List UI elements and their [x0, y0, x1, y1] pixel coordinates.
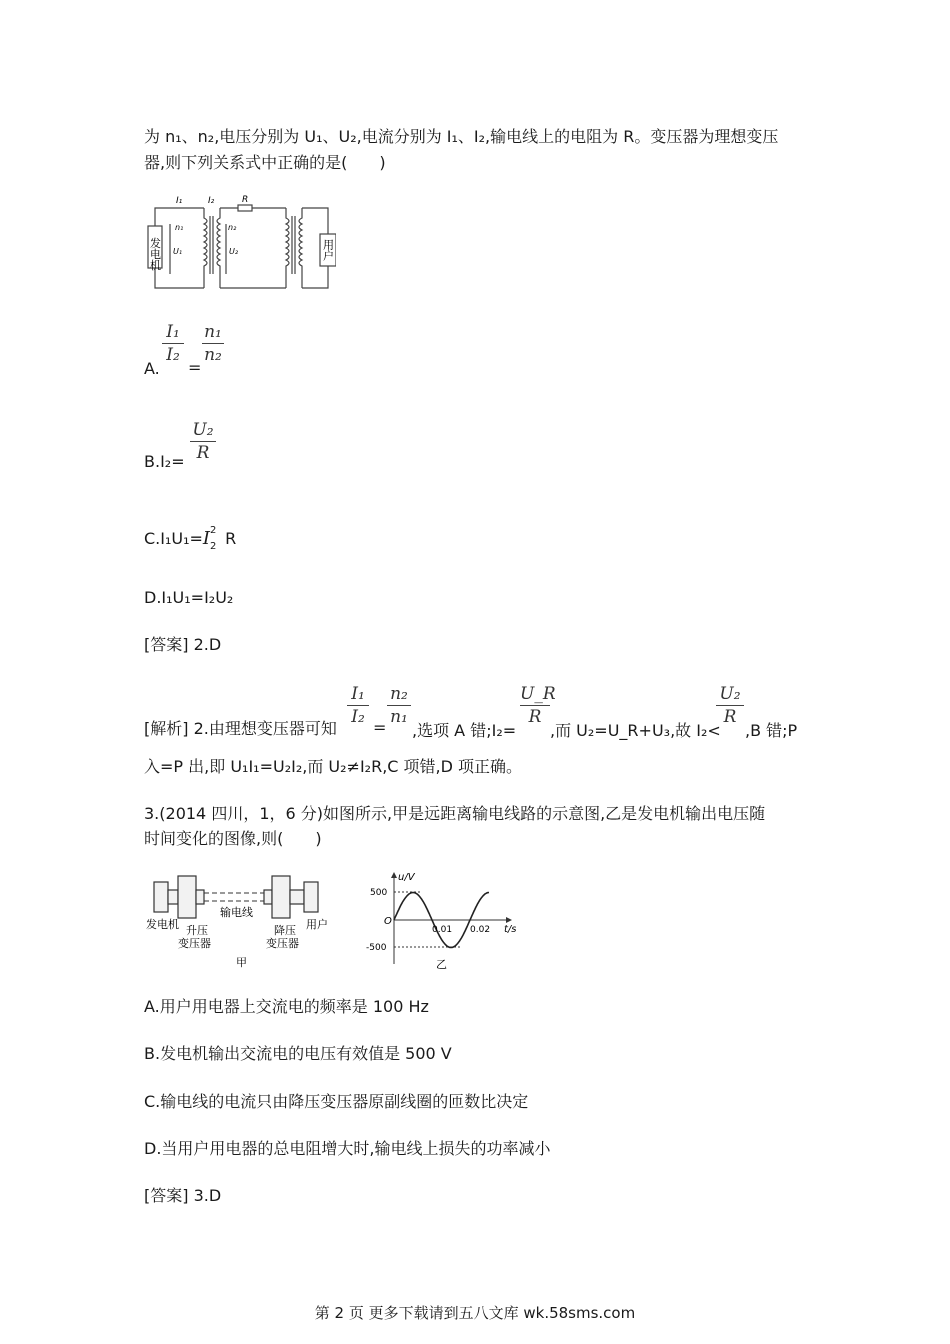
- q2-option-c-term: I: [202, 528, 211, 549]
- frac-denominator: n₂: [204, 345, 222, 365]
- yi-ytick-pos: 500: [370, 888, 388, 898]
- frac-numerator: U_R: [520, 684, 556, 704]
- frac-numerator: U₂: [719, 684, 741, 704]
- q2-analysis-part2: ,选项 A 错;I₂=: [412, 721, 517, 740]
- user-block: [304, 882, 318, 912]
- jia-step-up-2: 变压器: [178, 937, 211, 950]
- yi-xtick-1: 0.01: [432, 925, 453, 935]
- frac-numerator: I₁: [351, 684, 365, 704]
- q3-stem-line2: 时间变化的图像,则( ): [144, 829, 322, 848]
- q2-answer: [答案] 2.D: [144, 635, 222, 654]
- transformer-circuit-figure: [146, 192, 336, 294]
- fig-n1-label: n₁: [175, 223, 184, 232]
- q2-analysis-frac3: [520, 684, 556, 727]
- frac-numerator: n₁: [204, 322, 222, 342]
- frac-denominator: R: [723, 707, 737, 727]
- fig-i1-label: I₁: [176, 196, 183, 206]
- q3-option-c: C.输电线的电流只由降压变压器原副线圈的匝数比决定: [144, 1092, 529, 1111]
- frac-numerator: U₂: [192, 420, 214, 440]
- q2-analysis-part1: [解析] 2.由理想变压器可知: [144, 719, 337, 738]
- frac-numerator: n₂: [390, 684, 408, 704]
- q3-option-b: B.发电机输出交流电的电压有效值是 500 V: [144, 1044, 452, 1063]
- q2-option-c-suffix: R: [225, 529, 237, 548]
- q3-stem-line1: 3.(2014 四川，1，6 分)如图所示,甲是远距离输电线路的示意图,乙是发电机输出电压随: [144, 804, 766, 823]
- jia-step-down-2: 变压器: [266, 937, 299, 950]
- yi-origin: O: [384, 916, 392, 927]
- q2-option-a-eq: =: [188, 358, 202, 377]
- yi-caption: 乙: [436, 958, 447, 971]
- q2-analysis-line2: 入=P 出,即 U₁I₁=U₂I₂,而 U₂≠I₂R,C 项错,D 项正确。: [144, 757, 523, 776]
- fig-generator-label: 发电机: [148, 237, 162, 271]
- q2-option-d: D.I₁U₁=I₂U₂: [144, 588, 234, 607]
- q2-option-a-frac1: [162, 322, 184, 365]
- yi-xlabel: t/s: [504, 924, 516, 935]
- q2-option-a-frac2: [202, 322, 224, 365]
- frac-denominator: R: [528, 707, 542, 727]
- step-up-transformer: [178, 876, 196, 918]
- q2-option-c-sup: 2: [210, 525, 217, 536]
- jia-line-label: 输电线: [220, 906, 253, 919]
- fig-u2-label: U₂: [229, 247, 239, 256]
- yi-ylabel: u/V: [398, 872, 415, 883]
- q2-analysis-part3: ,而 U₂=U_R+U₃,故 I₂<: [550, 721, 721, 740]
- q2-analysis-frac1: [347, 684, 369, 727]
- q2-analysis-part4: ,B 错;P: [745, 721, 798, 740]
- yi-xtick-2: 0.02: [470, 925, 491, 935]
- q3-option-a: A.用户用电器上交流电的频率是 100 Hz: [144, 997, 429, 1016]
- q2-analysis-frac2: [387, 684, 411, 727]
- q2-intro-line1: 为 n₁、n₂,电压分别为 U₁、U₂,电流分别为 I₁、I₂,输电线上的电阻为 R。变压器为理想变压: [144, 127, 779, 146]
- q3-option-d: D.当用户用电器的总电阻增大时,输电线上损失的功率减小: [144, 1139, 551, 1158]
- generator-block: [154, 882, 168, 912]
- jia-step-up-1: 升压: [186, 924, 208, 937]
- q3-answer: [答案] 3.D: [144, 1186, 222, 1205]
- frac-denominator: I₂: [166, 345, 180, 365]
- jia-generator-label: 发电机: [146, 918, 179, 931]
- q2-option-b-prefix: B.I₂=: [144, 452, 185, 471]
- q2-option-c-prefix: C.I₁U₁=: [144, 529, 203, 548]
- fig-user-label: 用户: [321, 239, 335, 261]
- resistor-r: [238, 205, 252, 211]
- q2-option-b-frac: [190, 420, 216, 463]
- fig-i2-label: I₂: [208, 196, 215, 206]
- page-footer: 第 2 页 更多下载请到五八文库 wk.58sms.com: [314, 1304, 636, 1322]
- q3-figure-jia: [146, 872, 346, 972]
- jia-caption: 甲: [236, 956, 247, 969]
- fig-n2-label: n₂: [228, 223, 237, 232]
- jia-step-down-1: 降压: [274, 924, 296, 937]
- frac-denominator: R: [196, 443, 210, 463]
- q2-option-c-sub: 2: [210, 541, 217, 552]
- q2-option-c: [144, 525, 237, 552]
- frac-denominator: n₁: [390, 707, 408, 727]
- q3-figure-yi-chart: [366, 868, 516, 972]
- q2-intro-line2: 器,则下列关系式中正确的是( ): [144, 153, 386, 172]
- frac-numerator: I₁: [166, 322, 180, 342]
- q2-analysis-eq: =: [373, 718, 387, 737]
- yi-ytick-neg: -500: [366, 943, 387, 953]
- q2-option-a-prefix: A.: [144, 359, 160, 378]
- fig-u1-label: U₁: [173, 247, 183, 256]
- jia-user-label: 用户: [306, 918, 328, 931]
- q2-analysis-frac4: [716, 684, 744, 727]
- step-down-transformer: [272, 876, 290, 918]
- frac-denominator: I₂: [351, 707, 365, 727]
- fig-r-label: R: [242, 195, 249, 205]
